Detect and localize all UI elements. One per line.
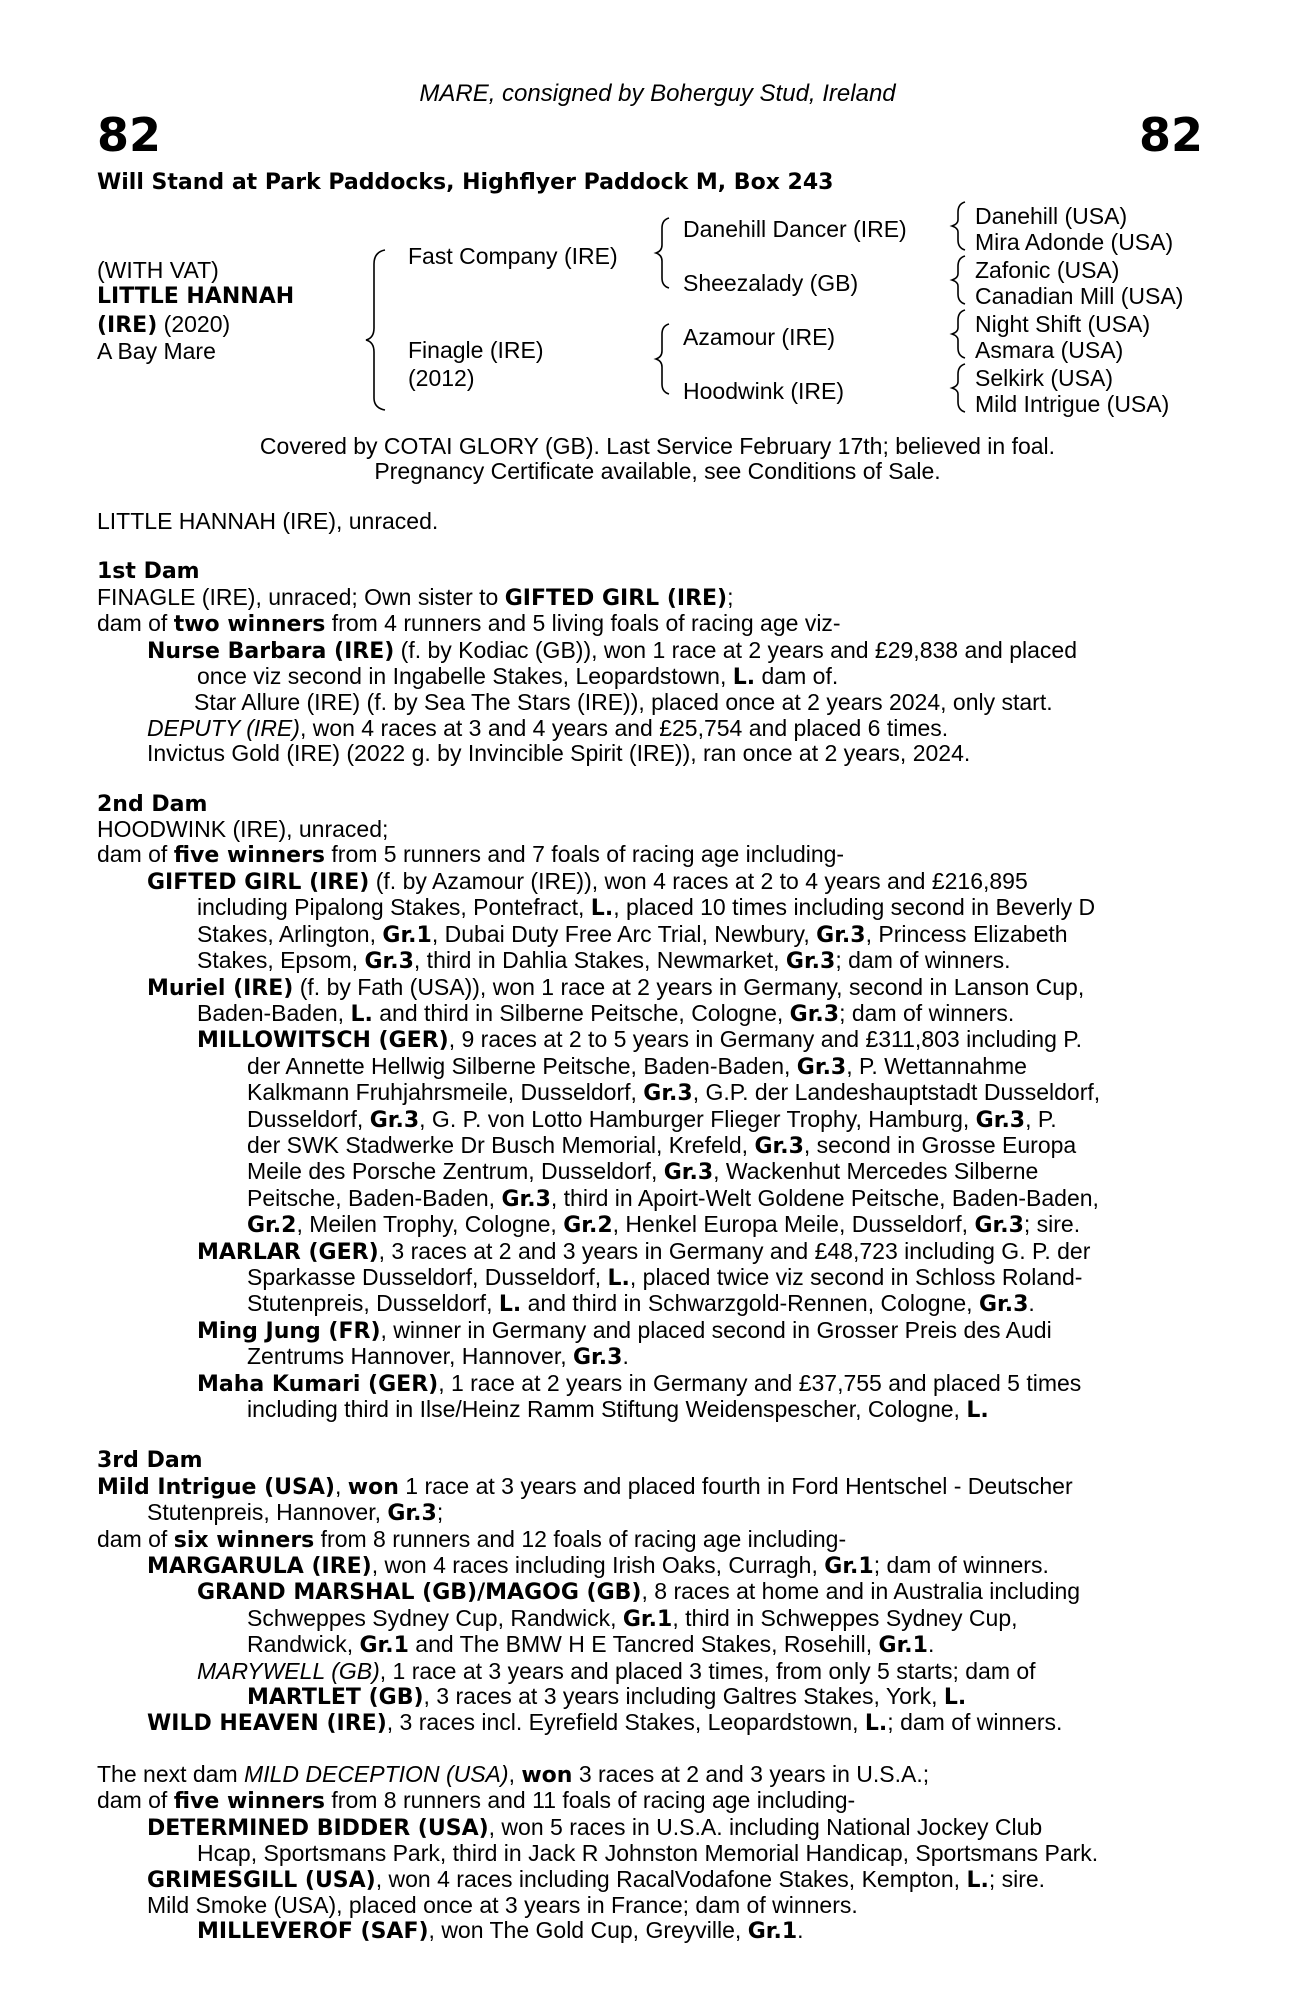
next-dam-line-1: The next dam MILD DECEPTION (USA), won 3 races at 2 and 3 years in U.S.A.; [97,1760,930,1788]
lot-number-left: 82 [97,108,162,162]
pedigree-gen3-7: Selkirk (USA) [975,365,1114,391]
pedigree-gen3-4: Canadian Mill (USA) [975,283,1184,309]
grandproduce-milleverof: MILLEVEROF (SAF), won The Gold Cup, Greyville, Gr.1. [197,1917,804,1945]
pedigree-sire: Fast Company (IRE) [408,243,618,269]
pedigree-gen2-3: Azamour (IRE) [683,324,836,350]
produce-wild-heaven: WILD HEAVEN (IRE), 3 races incl. Eyrefield Stakes, Leopardstown, L.; dam of winners. [147,1709,1063,1737]
first-dam-line-2: dam of two winners from 4 runners and 5 living foals of racing age viz- [97,610,841,638]
second-dam-line-1: HOODWINK (IRE), unraced; [97,816,389,843]
grandproduce-marywell: MARYWELL (GB), 1 race at 3 years and placed 3 times, from only 5 starts; dam of MARTLET (GB), 3 races at 3 years including Galtres Stakes, York, L. [197,1657,1036,1711]
pedigree-dam-year: (2012) [408,365,475,391]
consignment-line: MARE, consigned by Boherguy Stud, Ireland [419,80,896,107]
horse-name: LITTLE HANNAH [97,284,295,309]
produce-mild-smoke: Mild Smoke (USA), placed once at 3 years in France; dam of winners. [147,1891,858,1918]
second-dam-heading: 2nd Dam [97,791,208,817]
first-dam-heading: 1st Dam [97,559,200,585]
grandproduce-marlar: MARLAR (GER), 3 races at 2 and 3 years in Germany and £48,723 including G. P. der Sparkasse Dusseldorf, Dusseldorf, L., placed twice viz second in Schloss Roland- Stutenpreis, Dusseldorf, L. and third in Schwarzgold-Rennen, Cologne, Gr.3. [197,1237,1091,1318]
vat-note: (WITH VAT) [97,257,219,283]
pedigree-gen3-2: Mira Adonde (USA) [975,229,1174,255]
second-dam-line-2: dam of five winners from 5 runners and 7 foals of racing age including- [97,841,845,869]
covering-line-1: Covered by COTAI GLORY (GB). Last Service February 17th; believed in foal. [259,433,1056,459]
pedigree-gen2-1: Danehill Dancer (IRE) [683,216,907,242]
grandproduce-maha-kumari: Maha Kumari (GER), 1 race at 2 years in Germany and £37,755 and placed 5 times including third in Ilse/Heinz Ramm Stiftung Weidenspescher, Cologne, L. [197,1369,1082,1423]
grandproduce-ming-jung: Ming Jung (FR), winner in Germany and placed second in Grosser Preis des Audi Zentrums Hannover, Hannover, Gr.3. [197,1316,1052,1371]
grandproduce-grand-marshal: GRAND MARSHAL (GB)/MAGOG (GB), 8 races at home and in Australia including Schweppes Sydney Cup, Randwick, Gr.1, third in Schweppes Sydney Cup, Randwick, Gr.1 and The BMW H E Tancred Stakes, Rosehill, Gr.1. [197,1578,1081,1659]
third-dam-heading: 3rd Dam [97,1448,203,1474]
produce-grimesgill: GRIMESGILL (USA), won 4 races including RacalVodafone Stakes, Kempton, L.; sire. [147,1865,1046,1893]
pedigree-gen3-8: Mild Intrigue (USA) [975,391,1170,417]
catalogue-body [97,509,1207,1945]
produce-gifted-girl: GIFTED GIRL (IRE) (f. by Azamour (IRE)), won 4 races at 2 to 4 years and £216,895 including Pipalong Stakes, Pontefract, L., placed 10 times including second in Beverly D Stakes, Arlington, Gr.1, Dubai Duty Free Arc Trial, Newbury, Gr.3, Princess Elizabeth Stakes, Epsom, Gr.3, third in Dahlia Stakes, Newmarket, Gr.3; dam of winners. [147,867,1096,975]
horse-description: A Bay Mare [97,338,216,364]
third-dam-line-1: Mild Intrigue (USA), won 1 race at 3 years and placed fourth in Ford Hentschel - Deutscher [97,1472,1073,1500]
race-record: LITTLE HANNAH (IRE), unraced. [97,508,439,534]
pedigree-gen3-6: Asmara (USA) [975,337,1124,363]
covering-line-2: Pregnancy Certificate available, see Conditions of Sale. [374,458,941,484]
produce-muriel: Muriel (IRE) (f. by Fath (USA)), won 1 race at 2 years in Germany, second in Lanson Cup, Baden-Baden, L. and third in Silberne Peitsche, Cologne, Gr.3; dam of winners. [147,973,1085,1027]
next-dam-line-2: dam of five winners from 8 runners and 11 foals of racing age including- [97,1787,856,1815]
third-dam-line-2: Stutenpreis, Hannover, Gr.3; [147,1499,444,1527]
pedigree-gen3-5: Night Shift (USA) [975,311,1151,337]
produce-nurse-barbara: Nurse Barbara (IRE) (f. by Kodiac (GB)), won 1 race at 2 years and £29,838 and placed [147,636,1078,664]
first-dam-line-1: FINAGLE (IRE), unraced; Own sister to GIFTED GIRL (IRE); [97,583,734,611]
lot-number-right: 82 [1138,108,1203,162]
pedigree-gen3-3: Zafonic (USA) [975,257,1120,283]
produce-margarula: MARGARULA (IRE), won 4 races including Irish Oaks, Curragh, Gr.1; dam of winners. [147,1552,1049,1580]
produce-deputy: DEPUTY (IRE), won 4 races at 3 and 4 years and £25,754 and placed 6 times. [147,714,949,741]
stand-location: Will Stand at Park Paddocks, Highflyer Paddock M, Box 243 [97,170,834,195]
grandproduce-star-allure: Star Allure (IRE) (f. by Sea The Stars (IRE)), placed once at 2 years 2024, only start. [194,689,1053,716]
pedigree-gen2-4: Hoodwink (IRE) [683,378,845,404]
grandproduce-millowitsch: MILLOWITSCH (GER), 9 races at 2 to 5 years in Germany and £311,803 including P. der Annette Hellwig Silberne Peitsche, Baden-Baden, Gr.3, P. Wettannahme Kalkmann Fruhjahrsmeile, Dusseldorf, Gr.3, G.P. der Landeshauptstadt Dusseldorf, Dusseldorf, Gr.3, G. P. von Lotto Hamburger Flieger Trophy, Hamburg, Gr.3, P. der SWK Stadwerke Dr Busch Memorial, Krefeld, Gr.3, second in Grosse Europa Meile des Porsche Zentrum, Dusseldorf, Gr.3, Wackenhut Mercedes Silberne Peitsche, Baden-Baden, Gr.3, third in Apoirt-Welt Goldene Peitsche, Baden-Baden, Gr.2, Meilen Trophy, Cologne, Gr.2, Henkel Europa Meile, Dusseldorf, Gr.3; sire. [197,1026,1101,1239]
produce-invictus-gold: Invictus Gold (IRE) (2022 g. by Invincible Spirit (IRE)), ran once at 2 years, 2024. [147,740,971,767]
pedigree-gen3-1: Danehill (USA) [975,203,1128,229]
horse-country-year: (IRE) (2020) [97,311,231,338]
pedigree-dam: Finagle (IRE) [408,337,544,363]
produce-determined-bidder: DETERMINED BIDDER (USA), won 5 races in U.S.A. including National Jockey Club Hcap, Sportsmans Park, third in Jack R Johnston Memorial Handicap, Sportsmans Park. [147,1813,1099,1867]
third-dam-line-3: dam of six winners from 8 runners and 12 foals of racing age including- [97,1525,847,1553]
pedigree-gen2-2: Sheezalady (GB) [683,270,859,296]
produce-nurse-barbara-cont: once viz second in Ingabelle Stakes, Leopardstown, L. dam of. [197,663,839,691]
